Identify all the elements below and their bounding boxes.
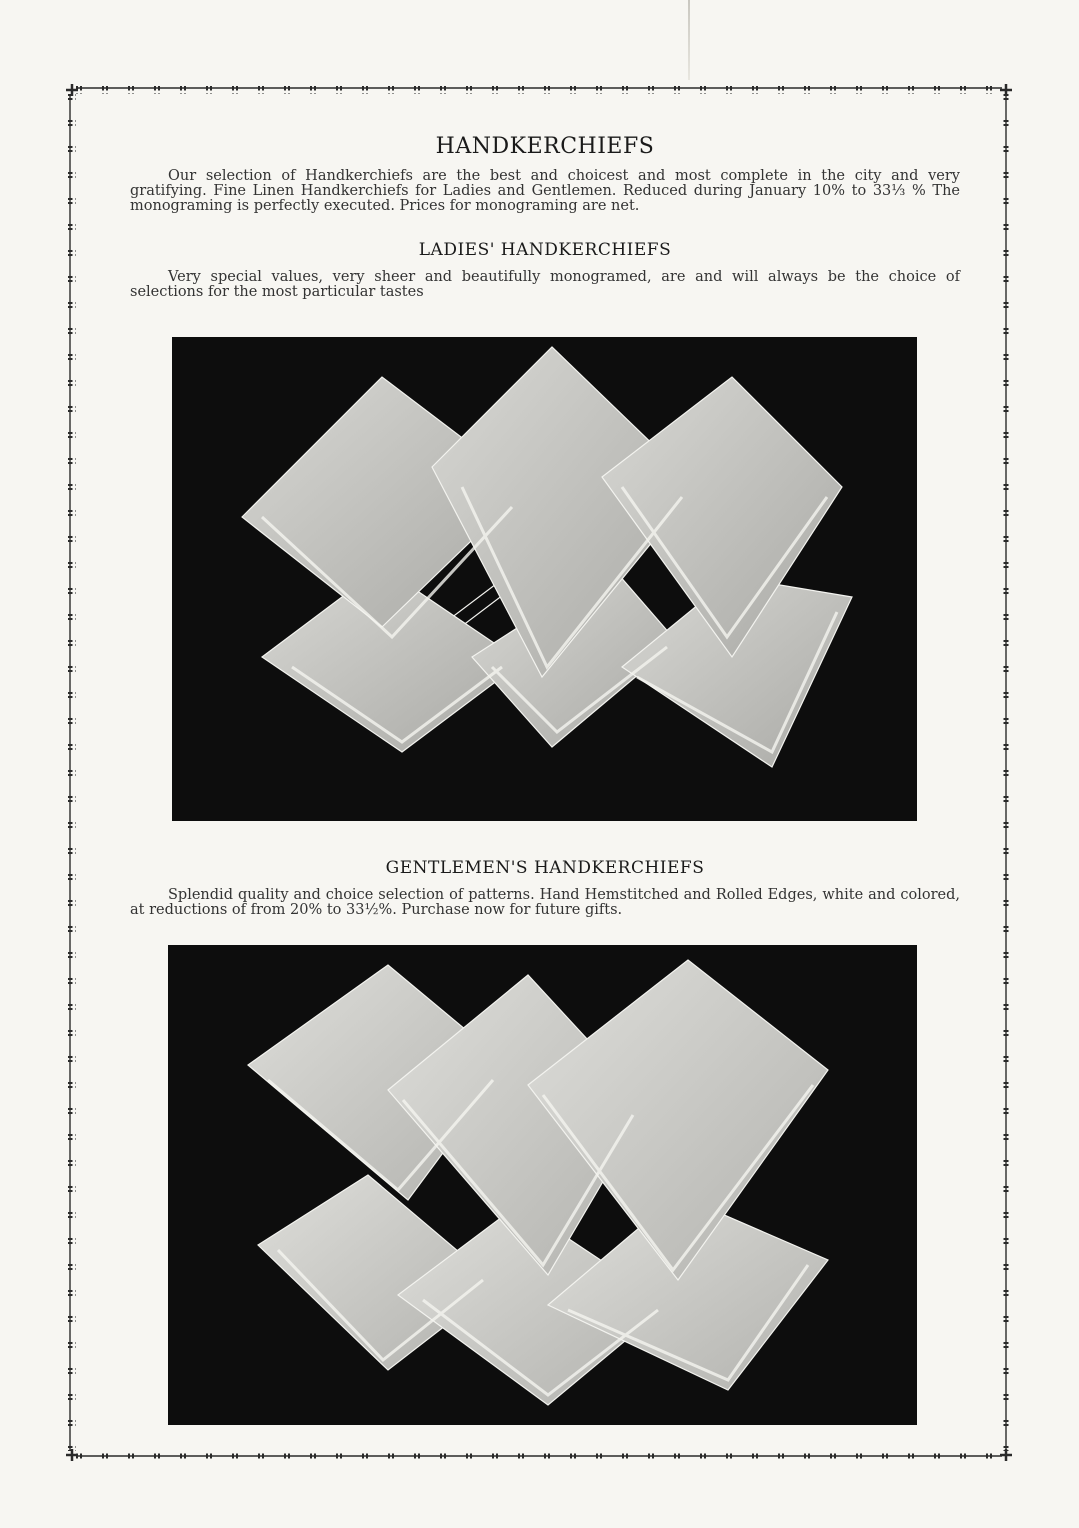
- page-content: [130, 120, 960, 300]
- gentlemen-heading: GENTLEMEN'S HANDKERCHIEFS: [385, 858, 705, 878]
- page-title: HANDKERCHIEFS: [435, 134, 655, 159]
- gentlemen-section: [130, 858, 960, 918]
- ladies-heading: LADIES' HANDKERCHIEFS: [418, 240, 672, 260]
- gentlemen-handkerchiefs-photo: [168, 945, 917, 1425]
- ladies-description: Very special values, very sheer and beautifully monogramed, are and will always be the choice of selections for the most particular tastes: [130, 269, 960, 300]
- gentlemen-description: Splendid quality and choice selection of patterns. Hand Hemstitched and Rolled Edges, white and colored, at reductions of from 20% to 33½%. Purchase now for future gifts.: [130, 887, 960, 918]
- page-crease: [688, 0, 690, 80]
- intro-paragraph: Our selection of Handkerchiefs are the best and choicest and most complete in the city and very gratifying. Fine Linen Handkerchiefs for Ladies and Gentlemen. Reduced during January 10% to 33⅓ % The monograming is perfectly executed. Prices for monograming are net.: [130, 168, 960, 214]
- ladies-handkerchiefs-photo: [172, 337, 917, 821]
